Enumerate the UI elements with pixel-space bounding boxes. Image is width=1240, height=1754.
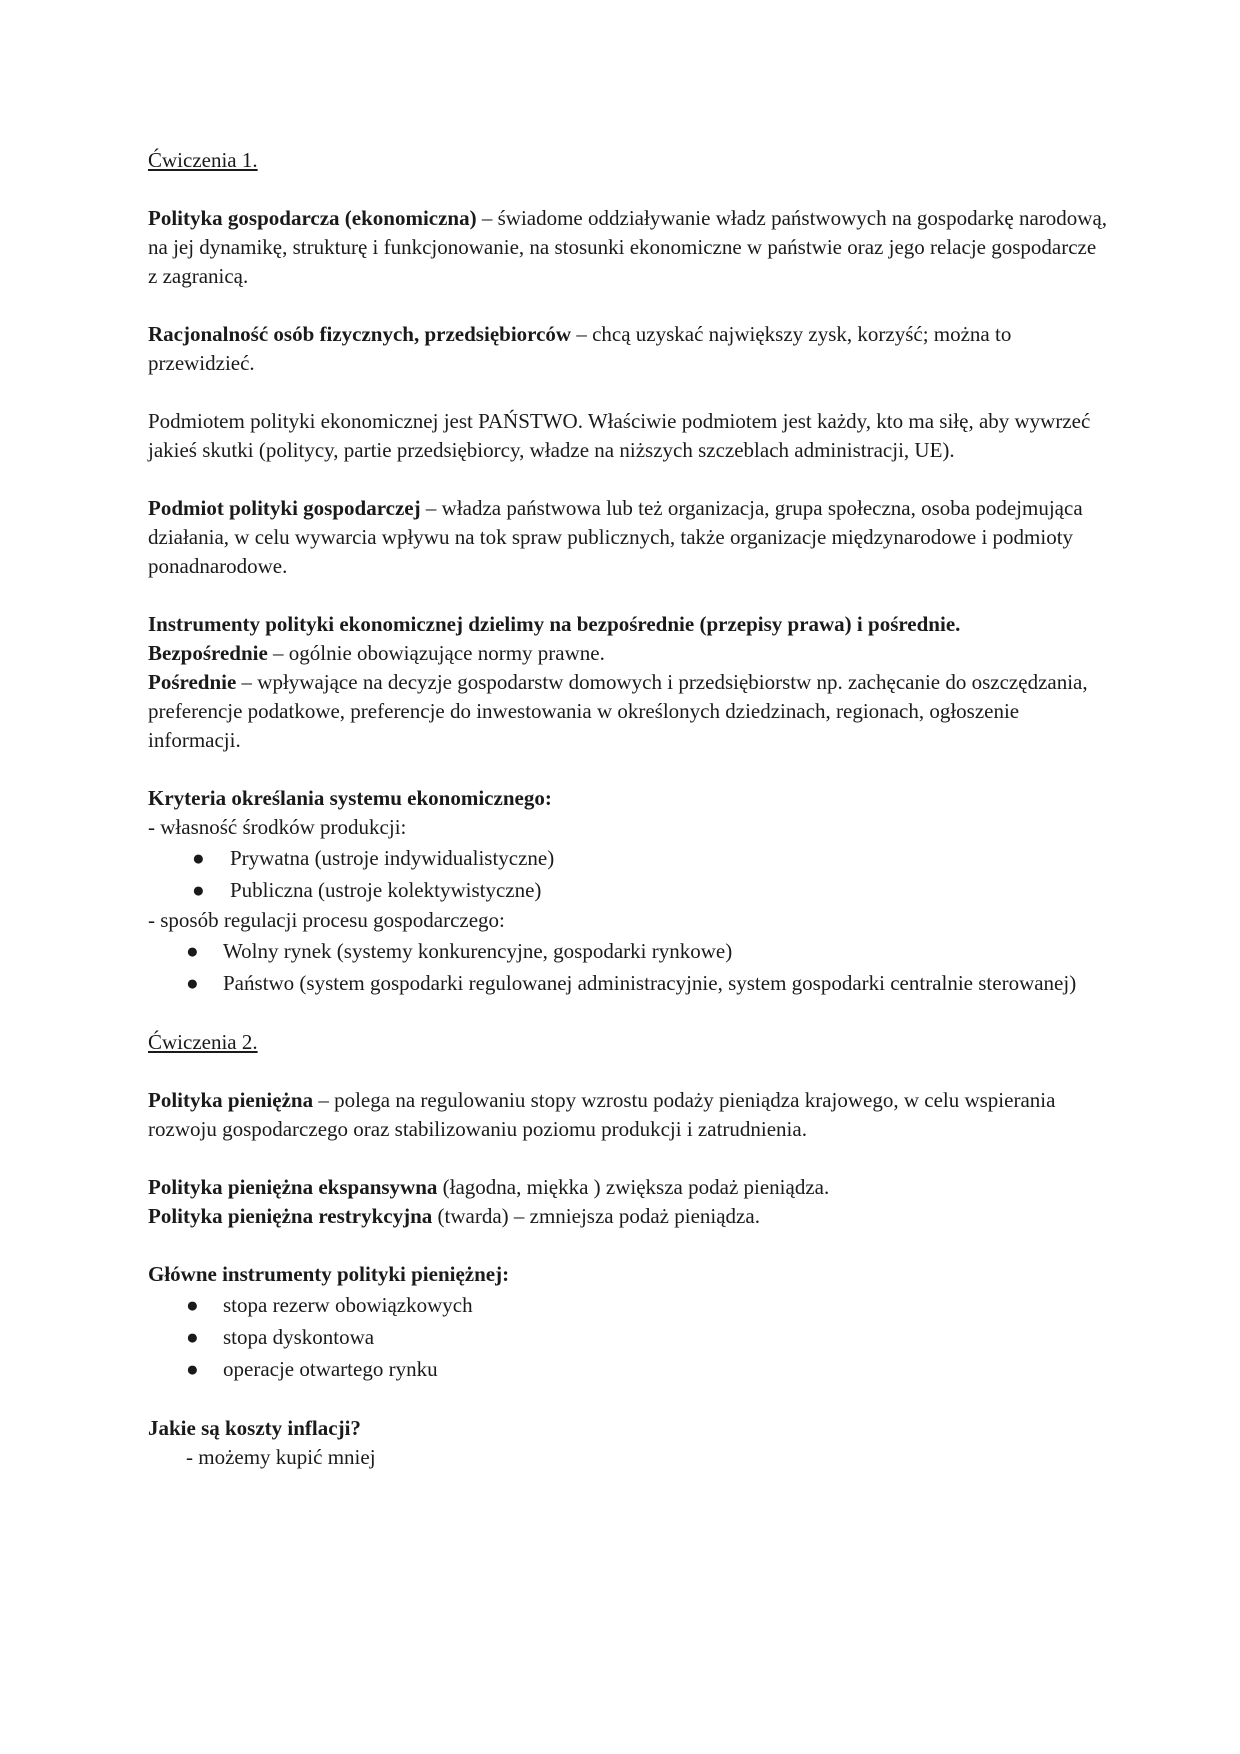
term: Podmiot polityki gospodarczej <box>148 496 421 520</box>
definition: – wpływające na decyzje gospodarstw domowych i przedsiębiorstw np. zachęcanie do oszczędzania, preferencje podatkowe, preferencje do inwestowania w określonych dziedzinach, regionach, ogłoszenie informacji. <box>148 670 1088 752</box>
term: Polityka pieniężna <box>148 1088 314 1112</box>
list-item <box>148 1289 1108 1321</box>
section-heading: Instrumenty polityki ekonomicznej dzielimy na bezpośrednie (przepisy prawa) i pośrednie. <box>148 612 961 636</box>
criterion-line: - sposób regulacji procesu gospodarczego: <box>148 908 505 932</box>
definition: – polega na regulowaniu stopy wzrostu podaży pieniądza krajowego, w celu wspierania rozwoju gospodarczego oraz stabilizowaniu poziomu produkcji i zatrudnienia. <box>148 1088 1056 1141</box>
term: Polityka pieniężna restrykcyjna <box>148 1204 433 1228</box>
definition: (łagodna, miękka ) zwiększa podaż pieniądza. <box>437 1175 830 1199</box>
bullet-icon: ● <box>186 971 199 995</box>
section-instrumenty <box>148 610 1108 755</box>
bullet-icon: ● <box>186 939 199 963</box>
list-item-text: Państwo (system gospodarki regulowanej administracyjnie, system gospodarki centralnie sterowanej) <box>223 971 1077 995</box>
definition: – władza państwowa lub też organizacja, grupa społeczna, osoba podejmująca działania, w celu wywarcia wpływu na tok spraw publicznych, także organizacje międzynarodowe i podmioty ponadnarodowe. <box>148 496 1083 578</box>
section-heading: Główne instrumenty polityki pieniężnej: <box>148 1262 510 1286</box>
bullet-list <box>148 1289 1108 1385</box>
paragraph-posrednie <box>148 668 1108 755</box>
term: Polityka pieniężna ekspansywna <box>148 1175 438 1199</box>
paragraph-restrykcyjna <box>148 1202 1108 1231</box>
paragraph-racjonalnosc <box>148 320 1108 378</box>
section-heading: Jakie są koszty inflacji? <box>148 1416 361 1440</box>
list-item-text: stopa dyskontowa <box>223 1325 375 1349</box>
definition: – ogólnie obowiązujące normy prawne. <box>267 641 605 665</box>
list-item-text: Wolny rynek (systemy konkurencyjne, gospodarki rynkowe) <box>223 939 733 963</box>
section-koszty-inflacji <box>148 1414 1108 1472</box>
list-item <box>148 967 1108 999</box>
bullet-icon: ● <box>186 1293 199 1317</box>
term: Racjonalność osób fizycznych, przedsiębiorców <box>148 322 572 346</box>
list-item-text: stopa rezerw obowiązkowych <box>223 1293 473 1317</box>
term: Pośrednie <box>148 670 237 694</box>
dash-line: - możemy kupić mniej <box>186 1445 376 1469</box>
bullet-list <box>148 842 1108 906</box>
section-rodzaje-polityki <box>148 1173 1108 1231</box>
paragraph-bezposrednie <box>148 639 1108 668</box>
term: Polityka gospodarcza (ekonomiczna) <box>148 206 477 230</box>
paragraph-polityka-gospodarcza <box>148 204 1108 291</box>
bullet-icon: ● <box>192 878 205 902</box>
paragraph-ekspansywna <box>148 1173 1108 1202</box>
list-item <box>148 935 1108 967</box>
bullet-icon: ● <box>186 1325 199 1349</box>
document-page <box>148 146 1108 1472</box>
term: Bezpośrednie <box>148 641 268 665</box>
paragraph-podmiot-panstwo: Podmiotem polityki ekonomicznej jest PAŃSTWO. Właściwie podmiotem jest każdy, kto ma siłę, aby wywrzeć jakieś skutki (politycy, partie przedsiębiorcy, władze na niższych szczeblach administracji, UE). <box>148 409 1091 462</box>
definition: (twarda) – zmniejsza podaż pieniądza. <box>432 1204 760 1228</box>
definition: – chcą uzyskać największy zysk, korzyść; można to przewidzieć. <box>148 322 1012 375</box>
definition: – świadome oddziaływanie władz państwowych na gospodarkę narodową, na jej dynamikę, strukturę i funkcjonowanie, na stosunki ekonomiczne w państwie oraz jego relacje gospodarcze z zagranicą. <box>148 206 1108 288</box>
list-item-text: operacje otwartego rynku <box>223 1357 438 1381</box>
list-item <box>148 1321 1108 1353</box>
list-item-text: Prywatna (ustroje indywidualistyczne) <box>230 846 555 870</box>
list-item <box>148 1353 1108 1385</box>
section-kryteria <box>148 784 1108 999</box>
list-item <box>148 842 1108 874</box>
heading-cwiczenia-2: Ćwiczenia 2. <box>148 1030 258 1054</box>
paragraph-polityka-pieniezna <box>148 1086 1108 1144</box>
list-item-text: Publiczna (ustroje kolektywistyczne) <box>230 878 542 902</box>
list-item <box>148 874 1108 906</box>
bullet-list <box>148 935 1108 999</box>
section-glowne-instrumenty <box>148 1260 1108 1385</box>
heading-cwiczenia-1: Ćwiczenia 1. <box>148 148 258 172</box>
paragraph-podmiot-polityki <box>148 494 1108 581</box>
criterion-line: - własność środków produkcji: <box>148 815 407 839</box>
section-heading: Kryteria określania systemu ekonomicznego: <box>148 786 552 810</box>
bullet-icon: ● <box>186 1357 199 1381</box>
bullet-icon: ● <box>192 846 205 870</box>
